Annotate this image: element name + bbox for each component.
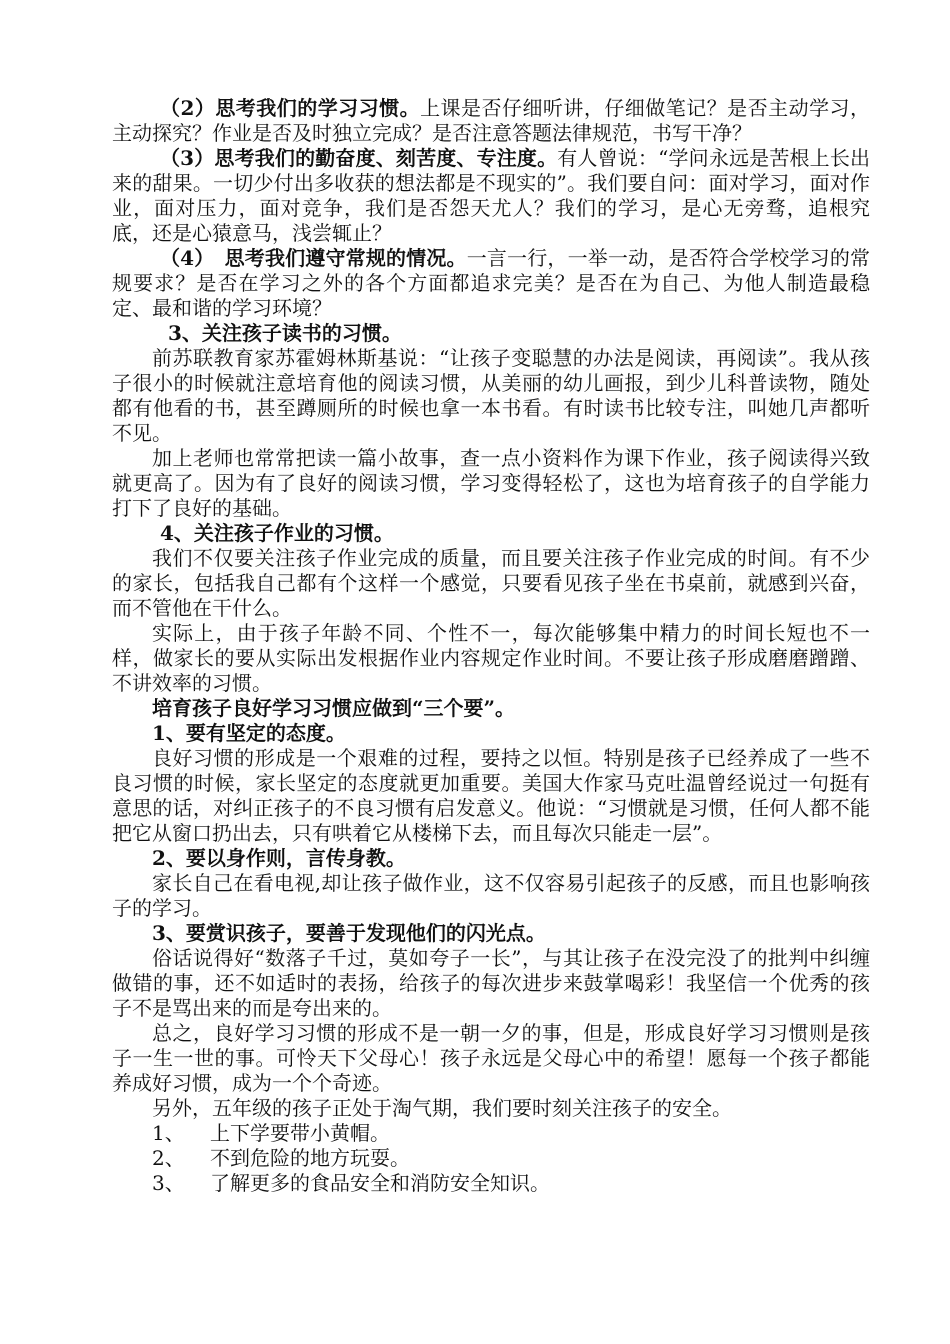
list-text: 不到危险的地方玩耍。: [210, 1146, 410, 1170]
paragraph-homework-2: 实际上，由于孩子年龄不同、个性不一，每次能够集中精力的时间长短也不一样，做家长的要从实际出发根据作业内容规定作业时间。不要让孩子形成磨磨蹭蹭、不讲效率的习惯。: [112, 621, 870, 695]
document-page: [112, 96, 870, 1196]
safety-list: [112, 1121, 870, 1196]
subheading-appreciate: 3、要赏识孩子，要善于发现他们的闪光点。: [152, 921, 546, 945]
paragraph-body: 一言一行，一举一动，是否符合学校学习的常规要求？是否在学习之外的各个方面都追求完美？是否在为自己、为他人制造最稳定、最和谐的学习环境？: [112, 246, 871, 320]
section-heading-reading: 3、关注孩子读书的习惯。: [168, 321, 402, 345]
paragraph-lead-by-example: 家长自己在看电视,却让孩子做作业，这不仅容易引起孩子的反感，而且也影响孩子的学习。: [112, 871, 870, 920]
paragraph-appreciate: 俗话说得好“数落子千过，莫如夸子一长”，与其让孩子在没完没了的批判中纠缠做错的事，还不如适时的表扬，给孩子的每次进步来鼓掌喝彩！我坚信一个优秀的孩子不是骂出来的而是夸出来的。: [112, 946, 870, 1020]
list-item: [112, 1146, 870, 1171]
paragraph-heading: （2）思考我们的学习习惯。: [160, 96, 421, 120]
list-number: 2、: [152, 1146, 185, 1170]
paragraph-conclusion: 总之，良好学习习惯的形成不是一朝一夕的事，但是，形成良好学习习惯则是孩子一生一世的事。可怜天下父母心！孩子永远是父母心中的希望！愿每一个孩子都能养成好习惯，成为一个个奇迹。: [112, 1021, 870, 1095]
paragraph-reading-1: 前苏联教育家苏霍姆林斯基说：“让孩子变聪慧的办法是阅读，再阅读”。我从孩子很小的时候就注意培育他的阅读习惯，从美丽的幼儿画报，到少儿科普读物，随处都有他看的书，甚至蹲厕所的时候也拿一本书看。有时读书比较专注，叫她几声都听不见。: [112, 346, 870, 445]
list-number: 1、: [152, 1121, 185, 1145]
paragraph-heading: （3）思考我们的勤奋度、刻苦度、专注度。: [160, 146, 558, 170]
paragraph-diligence: [112, 146, 870, 246]
paragraph-homework-1: 我们不仅要关注孩子作业完成的质量，而且要关注孩子作业完成的时间。有不少的家长，包括我自己都有个这样一个感觉，只要看见孩子坐在书桌前，就感到兴奋，而不管他在干什么。: [112, 546, 870, 620]
list-item: [112, 1171, 870, 1196]
list-item: [112, 1121, 870, 1146]
paragraph-reading-2: 加上老师也常常把读一篇小故事，查一点小资料作为课下作业，孩子阅读得兴致就更高了。因为有了良好的阅读习惯，学习变得轻松了，这也为培育孩子的自学能力打下了良好的基础。: [112, 446, 870, 520]
section-heading-homework: 4、关注孩子作业的习惯。: [160, 521, 394, 545]
list-number: 3、: [152, 1171, 185, 1195]
paragraph-safety-intro: 另外，五年级的孩子正处于淘气期，我们要时刻关注孩子的安全。: [152, 1096, 732, 1120]
paragraph-body: 有人曾说：“学问永远是苦根上长出来的甜果。一切少付出多收获的想法都是不现实的”。我们要自问：面对学习，面对作业，面对压力，面对竞争，我们是否怨天尤人？我们的学习，是心无旁骛，追根究底，还是心猿意马，浅尝辄止？: [112, 146, 870, 245]
list-text: 了解更多的食品安全和消防安全知识。: [210, 1171, 550, 1195]
paragraph-heading: （4） 思考我们遵守常规的情况。: [160, 246, 467, 270]
paragraph-study-habits: [112, 96, 870, 146]
subheading-lead-by-example: 2、要以身作则，言传身教。: [152, 846, 406, 870]
list-text: 上下学要带小黄帽。: [210, 1121, 390, 1145]
paragraph-firm-attitude: 良好习惯的形成是一个艰难的过程，要持之以恒。特别是孩子已经养成了一些不良习惯的时候，家长坚定的态度就更加重要。美国大作家马克吐温曾经说过一句挺有意思的话，对纠正孩子的不良习惯有启发意义。他说：“习惯就是习惯，任何人都不能把它从窗口扔出去，只有哄着它从楼梯下去，而且每次只能走一层”。: [112, 746, 870, 845]
section-heading-three-musts: 培育孩子良好学习习惯应做到“三个要”。: [152, 696, 516, 720]
subheading-firm-attitude: 1、要有坚定的态度。: [152, 721, 346, 745]
paragraph-body: 上课是否仔细听讲，仔细做笔记？是否主动学习，主动探究？作业是否及时独立完成？是否注意答题法律规范，书写干净？: [112, 96, 871, 145]
paragraph-rules: [112, 246, 870, 321]
